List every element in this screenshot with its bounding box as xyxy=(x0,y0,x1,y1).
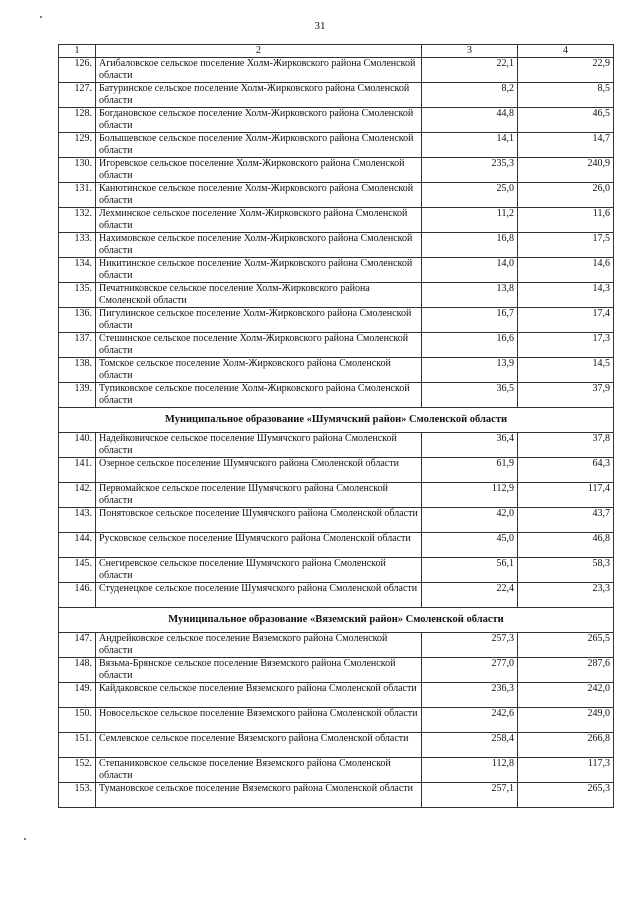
value-col-4: 14,6 xyxy=(518,258,614,283)
value-col-3: 16,6 xyxy=(422,333,518,358)
row-number: 128. xyxy=(59,108,96,133)
settlement-name: Первомайское сельское поселение Шумячского района Смоленской области xyxy=(96,483,422,508)
table-row xyxy=(59,133,614,158)
section-header-row xyxy=(59,608,614,633)
row-number: 131. xyxy=(59,183,96,208)
settlement-name: Вязьма-Брянское сельское поселение Вяземского района Смоленской области xyxy=(96,658,422,683)
header-col-4: 4 xyxy=(518,45,614,58)
value-col-3: 45,0 xyxy=(422,533,518,558)
table-row xyxy=(59,83,614,108)
value-col-3: 22,4 xyxy=(422,583,518,608)
value-col-3: 257,1 xyxy=(422,783,518,808)
header-col-1: 1 xyxy=(59,45,96,58)
value-col-4: 17,4 xyxy=(518,308,614,333)
settlement-name: Кайдаковское сельское поселение Вяземского района Смоленской области xyxy=(96,683,422,708)
value-col-4: 17,3 xyxy=(518,333,614,358)
value-col-4: 242,0 xyxy=(518,683,614,708)
value-col-4: 46,8 xyxy=(518,533,614,558)
value-col-3: 112,9 xyxy=(422,483,518,508)
table-row xyxy=(59,308,614,333)
value-col-3: 56,1 xyxy=(422,558,518,583)
settlement-name: Томское сельское поселение Холм-Жирковского района Смоленской области xyxy=(96,358,422,383)
row-number: 141. xyxy=(59,458,96,483)
row-number: 146. xyxy=(59,583,96,608)
row-number: 138. xyxy=(59,358,96,383)
settlement-name: Канютинское сельское поселение Холм-Жирковского района Смоленской области xyxy=(96,183,422,208)
page-number: 31 xyxy=(314,20,326,32)
table-row xyxy=(59,633,614,658)
row-number: 139. xyxy=(59,383,96,408)
table-row xyxy=(59,733,614,758)
settlement-name: Игоревское сельское поселение Холм-Жирковского района Смоленской области xyxy=(96,158,422,183)
section-header-row xyxy=(59,408,614,433)
row-number: 135. xyxy=(59,283,96,308)
settlement-name: Понятовское сельское поселение Шумячского района Смоленской области xyxy=(96,508,422,533)
value-col-4: 14,3 xyxy=(518,283,614,308)
row-number: 153. xyxy=(59,783,96,808)
row-number: 145. xyxy=(59,558,96,583)
table-row xyxy=(59,558,614,583)
table-row xyxy=(59,533,614,558)
table-row xyxy=(59,708,614,733)
value-col-4: 23,3 xyxy=(518,583,614,608)
value-col-3: 11,2 xyxy=(422,208,518,233)
value-col-4: 265,5 xyxy=(518,633,614,658)
value-col-4: 37,8 xyxy=(518,433,614,458)
row-number: 149. xyxy=(59,683,96,708)
row-number: 152. xyxy=(59,758,96,783)
value-col-4: 43,7 xyxy=(518,508,614,533)
value-col-3: 13,8 xyxy=(422,283,518,308)
value-col-3: 13,9 xyxy=(422,358,518,383)
settlement-name: Агибаловское сельское поселение Холм-Жирковского района Смоленской области xyxy=(96,58,422,83)
value-col-3: 8,2 xyxy=(422,83,518,108)
table-row xyxy=(59,108,614,133)
table-row xyxy=(59,333,614,358)
value-col-4: 26,0 xyxy=(518,183,614,208)
table-row xyxy=(59,358,614,383)
row-number: 143. xyxy=(59,508,96,533)
row-number: 150. xyxy=(59,708,96,733)
value-col-4: 287,6 xyxy=(518,658,614,683)
value-col-4: 14,5 xyxy=(518,358,614,383)
table-row xyxy=(59,483,614,508)
settlement-name: Снегиревское сельское поселение Шумячского района Смоленской области xyxy=(96,558,422,583)
value-col-3: 44,8 xyxy=(422,108,518,133)
settlement-name: Стешинское сельское поселение Холм-Жирковского района Смоленской области xyxy=(96,333,422,358)
value-col-4: 46,5 xyxy=(518,108,614,133)
settlement-name: Новосельское сельское поселение Вяземского района Смоленской области xyxy=(96,708,422,733)
settlement-name: Семлевское сельское поселение Вяземского района Смоленской области xyxy=(96,733,422,758)
value-col-3: 25,0 xyxy=(422,183,518,208)
row-number: 127. xyxy=(59,83,96,108)
value-col-4: 11,6 xyxy=(518,208,614,233)
value-col-3: 16,7 xyxy=(422,308,518,333)
value-col-3: 235,3 xyxy=(422,158,518,183)
value-col-3: 36,4 xyxy=(422,433,518,458)
value-col-4: 58,3 xyxy=(518,558,614,583)
settlement-name: Батуринское сельское поселение Холм-Жирковского района Смоленской области xyxy=(96,83,422,108)
value-col-4: 265,3 xyxy=(518,783,614,808)
value-col-4: 14,7 xyxy=(518,133,614,158)
settlement-name: Степаниковское сельское поселение Вяземского района Смоленской области xyxy=(96,758,422,783)
table-row xyxy=(59,683,614,708)
value-col-3: 277,0 xyxy=(422,658,518,683)
value-col-3: 61,9 xyxy=(422,458,518,483)
settlement-name: Озерное сельское поселение Шумячского района Смоленской области xyxy=(96,458,422,483)
value-col-4: 22,9 xyxy=(518,58,614,83)
row-number: 129. xyxy=(59,133,96,158)
row-number: 136. xyxy=(59,308,96,333)
table-row xyxy=(59,233,614,258)
value-col-4: 117,3 xyxy=(518,758,614,783)
row-number: 130. xyxy=(59,158,96,183)
row-number: 126. xyxy=(59,58,96,83)
value-col-3: 236,3 xyxy=(422,683,518,708)
row-number: 137. xyxy=(59,333,96,358)
settlement-name: Болышевское сельское поселение Холм-Жирковского района Смоленской области xyxy=(96,133,422,158)
value-col-3: 258,4 xyxy=(422,733,518,758)
table-row xyxy=(59,783,614,808)
table-row xyxy=(59,158,614,183)
scan-speck xyxy=(24,838,26,840)
table-row xyxy=(59,433,614,458)
value-col-3: 242,6 xyxy=(422,708,518,733)
value-col-3: 14,1 xyxy=(422,133,518,158)
value-col-4: 17,5 xyxy=(518,233,614,258)
value-col-3: 36,5 xyxy=(422,383,518,408)
value-col-3: 42,0 xyxy=(422,508,518,533)
municipal-table xyxy=(58,44,614,808)
table-row xyxy=(59,458,614,483)
table-row xyxy=(59,58,614,83)
table-row xyxy=(59,383,614,408)
table-row xyxy=(59,183,614,208)
settlement-name: Пигулинское сельское поселение Холм-Жирковского района Смоленской области xyxy=(96,308,422,333)
value-col-3: 112,8 xyxy=(422,758,518,783)
row-number: 133. xyxy=(59,233,96,258)
value-col-3: 14,0 xyxy=(422,258,518,283)
scan-speck xyxy=(40,16,42,18)
table-row xyxy=(59,758,614,783)
row-number: 144. xyxy=(59,533,96,558)
value-col-3: 257,3 xyxy=(422,633,518,658)
value-col-4: 64,3 xyxy=(518,458,614,483)
row-number: 151. xyxy=(59,733,96,758)
value-col-3: 16,8 xyxy=(422,233,518,258)
settlement-name: Нахимовское сельское поселение Холм-Жирковского района Смоленской области xyxy=(96,233,422,258)
row-number: 132. xyxy=(59,208,96,233)
settlement-name: Никитинское сельское поселение Холм-Жирковского района Смоленской области xyxy=(96,258,422,283)
header-col-2: 2 xyxy=(96,45,422,58)
value-col-4: 8,5 xyxy=(518,83,614,108)
value-col-4: 249,0 xyxy=(518,708,614,733)
settlement-name: Русковское сельское поселение Шумячского района Смоленской области xyxy=(96,533,422,558)
table-row xyxy=(59,658,614,683)
row-number: 147. xyxy=(59,633,96,658)
row-number: 148. xyxy=(59,658,96,683)
settlement-name: Богдановское сельское поселение Холм-Жирковского района Смоленской области xyxy=(96,108,422,133)
value-col-4: 117,4 xyxy=(518,483,614,508)
settlement-name: Надейковичское сельское поселение Шумячского района Смоленской области xyxy=(96,433,422,458)
settlement-name: Студенецкое сельское поселение Шумячского района Смоленской области xyxy=(96,583,422,608)
value-col-4: 37,9 xyxy=(518,383,614,408)
settlement-name: Андрейковское сельское поселение Вяземского района Смоленской области xyxy=(96,633,422,658)
table-row xyxy=(59,258,614,283)
row-number: 140. xyxy=(59,433,96,458)
table-row xyxy=(59,508,614,533)
section-title: Муниципальное образование «Вяземский район» Смоленской области xyxy=(59,608,614,633)
table-header-row xyxy=(59,45,614,58)
settlement-name: Тумановское сельское поселение Вяземского района Смоленской области xyxy=(96,783,422,808)
section-title: Муниципальное образование «Шумячский район» Смоленской области xyxy=(59,408,614,433)
value-col-3: 22,1 xyxy=(422,58,518,83)
settlement-name: Печатниковское сельское поселение Холм-Жирковского района Смоленской области xyxy=(96,283,422,308)
table-row xyxy=(59,208,614,233)
value-col-4: 266,8 xyxy=(518,733,614,758)
table-row xyxy=(59,583,614,608)
settlement-name: Лехминское сельское поселение Холм-Жирковского района Смоленской области xyxy=(96,208,422,233)
row-number: 142. xyxy=(59,483,96,508)
table-row xyxy=(59,283,614,308)
value-col-4: 240,9 xyxy=(518,158,614,183)
header-col-3: 3 xyxy=(422,45,518,58)
row-number: 134. xyxy=(59,258,96,283)
settlement-name: Тупиковское сельское поселение Холм-Жирковского района Смоленской области xyxy=(96,383,422,408)
